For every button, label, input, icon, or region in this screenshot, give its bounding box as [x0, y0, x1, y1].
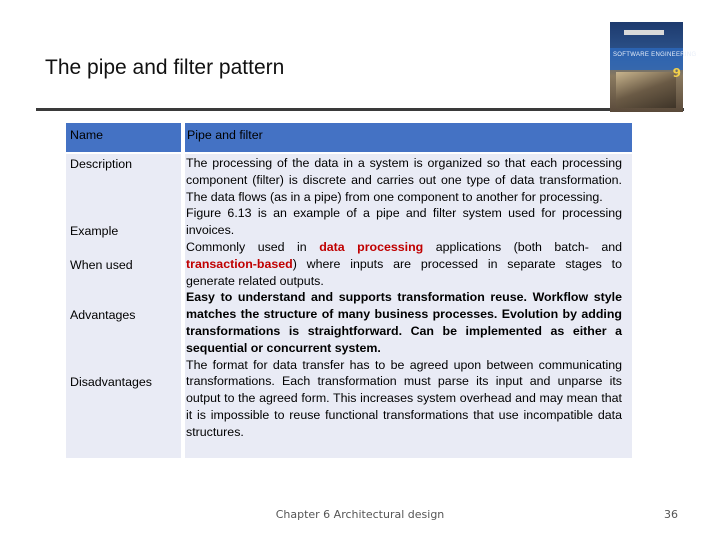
cover-title: SOFTWARE ENGINEERING [613, 52, 697, 58]
table-header-value: Pipe and filter [187, 128, 263, 142]
row-label-advantages: Advantages [70, 308, 136, 322]
table-header-row [66, 123, 632, 152]
when-used-text-after: ) where inputs are processed in separate stages to generate related outputs. [186, 256, 622, 288]
cover-author-strip [624, 30, 664, 35]
table-value-column [186, 155, 622, 441]
cover-edition: 9 [672, 66, 681, 80]
row-text-advantages: Easy to understand and supports transformation reuse. Workflow style matches the structure of many business processes. Evolution by adding transformations is straightforward. Can be implemented as either a sequential or concurrent system. [186, 290, 622, 355]
row-text-disadvantages: The format for data transfer has to be agreed upon between communicating transformations. Each transformation must parse its input and unparse its output to the agreed form. This increases system overhead and may mean that it is impossible to reuse functional transformations that use incompatible data structures. [186, 357, 622, 439]
highlight-transaction-based: transaction-based [186, 256, 293, 271]
cover-photo [616, 72, 676, 108]
page-number: 36 [664, 508, 678, 521]
row-text-description: The processing of the data in a system is organized so that each processing component (filter) is discrete and carries out one type of data transformation. The data flows (as in a pipe) from one component to another for processing. [186, 156, 622, 204]
title-divider [36, 108, 684, 111]
row-label-description: Description [70, 157, 132, 171]
table-header-label: Name [70, 128, 104, 142]
slide-footer: Chapter 6 Architectural design [275, 508, 445, 521]
slide-title: The pipe and filter pattern [45, 56, 285, 79]
when-used-text-before: Commonly used in [186, 239, 320, 254]
table-header-separator [181, 123, 185, 152]
highlight-data-processing: data processing [319, 239, 424, 254]
row-label-disadvantages: Disadvantages [70, 375, 152, 389]
row-label-when-used: When used [70, 258, 133, 272]
table-label-column [66, 154, 185, 458]
row-text-when-used [186, 239, 622, 289]
book-cover-image [610, 22, 697, 112]
row-text-example: Figure 6.13 is an example of a pipe and filter system used for processing invoices. [186, 206, 622, 238]
when-used-text-middle: applications (both batch- and [423, 239, 622, 254]
row-label-example: Example [70, 224, 119, 238]
